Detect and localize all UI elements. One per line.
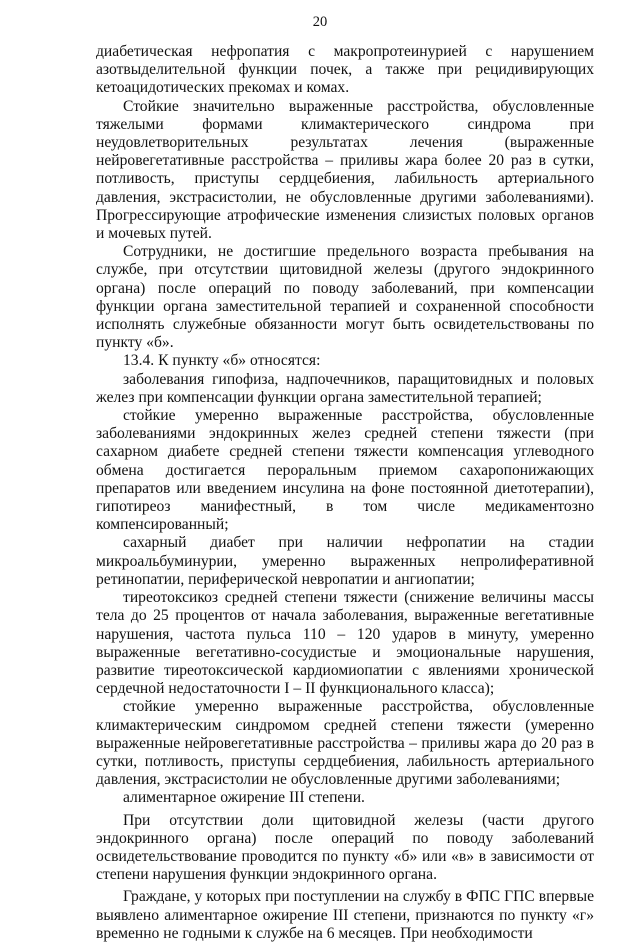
paragraph-pituitary-adrenal: заболевания гипофиза, надпочечников, паращитовидных и половых желез при компенсации функции органа заместительной терапией;	[96, 370, 594, 406]
paragraph-climacteric-severe: Стойкие значительно выраженные расстройства, обусловленные тяжелыми формами климактерического синдрома при неудовлетворительных результатах лечения (выраженные нейровегетативные расстройства – приливы жара более 20 раз в сутки, потливость, приступы сердцебиения, лабильность артериального давления, экстрасистолии, не обусловленные другими заболеваниями). Прогрессирующие атрофические изменения слизистых половых органов и мочевых путей.	[96, 97, 594, 243]
paragraph-climacteric-moderate: стойкие умеренно выраженные расстройства, обусловленные климактерическим синдромом средней степени тяжести (умеренно выраженные нейровегетативные расстройства – приливы жара до 20 раз в сутки, потливость, приступы сердцебиения, лабильность артериального давления, экстрасистолии не обусловленные другими заболеваниями;	[96, 698, 594, 789]
paragraph-employees-thyroid-absence: Сотрудники, не достигшие предельного возраста пребывания на службе, при отсутствии щитовидной железы (другого эндокринного органа) после операций по поводу заболеваний, при компенсации функции органа заместительной терапией и сохраненной способности исполнять служебные обязанности могут быть освидетельствованы по пункту «б».	[96, 243, 594, 352]
paragraph-thyrotoxicosis: тиреотоксикоз средней степени тяжести (снижение величины массы тела до 25 процентов от начала заболевания, выраженные вегетативные нарушения, частота пульса 110 – 120 ударов в минуту, умеренно выраженные вегетативно-сосудистые и эмоциональные нарушения, развитие тиреотоксической кардиомиопатии с явлениями хронической сердечной недостаточности I – II функционального класса);	[96, 589, 594, 698]
paragraph-citizens-obesity: Граждане, у которых при поступлении на службу в ФПС ГПС впервые выявлено алиментарное ожирение III степени, признаются по пункту «г» временно не годными к службе на 6 месяцев. При необходимости	[96, 888, 594, 942]
paragraph-endocrine-moderate: стойкие умеренно выраженные расстройства, обусловленные заболеваниями эндокринных желез средней степени тяжести (при сахарном диабете средней степени тяжести компенсация углеводного обмена достигается пероральным приемом сахаропонижающих препаратов или введением инсулина на фоне постоянной диетотерапии), гипотиреоз манифестный, в том числе медикаментозно компенсированный;	[96, 407, 594, 534]
paragraph-diabetes-nephropathy: сахарный диабет при наличии нефропатии на стадии микроальбуминурии, умеренно выраженных непролиферативной ретинопатии, периферической невропатии и ангиопатии;	[96, 534, 594, 588]
document-body	[96, 43, 594, 943]
paragraph-item-13-4-heading: 13.4. К пункту «б» относятся:	[123, 352, 321, 370]
paragraph-nephropathy-continuation: диабетическая нефропатия с макропротеинурией с нарушением азотвыделительной функции почек, а также при рецидивирующих кетоацидотических прекомах и комах.	[96, 43, 594, 97]
paragraph-obesity-iii: алиментарное ожирение III степени.	[123, 789, 365, 807]
page-number: 20	[312, 14, 328, 30]
paragraph-thyroid-lobe-absence: При отсутствии доли щитовидной железы (части другого эндокринного органа) после операций по поводу заболеваний освидетельствование проводится по пункту «б» или «в» в зависимости от степени нарушения функции эндокринного органа.	[96, 811, 594, 884]
